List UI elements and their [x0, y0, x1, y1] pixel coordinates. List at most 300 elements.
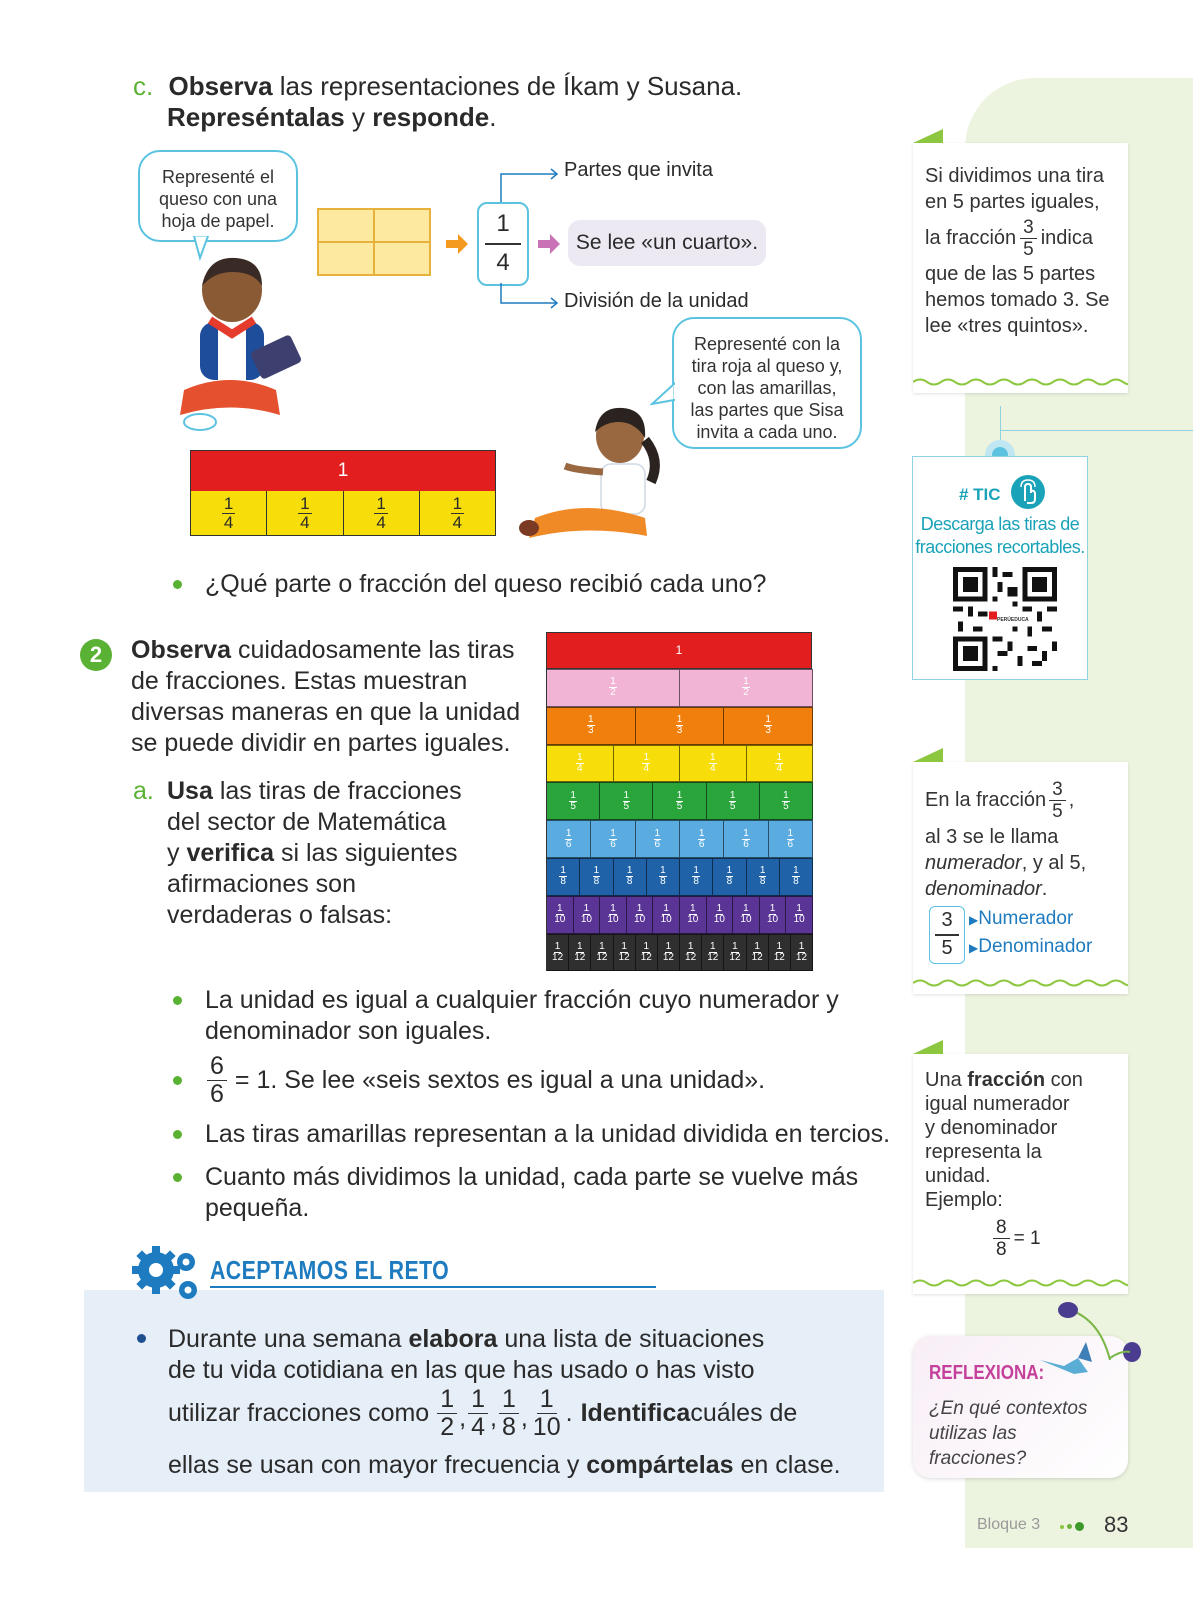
- fraction-wall-cell-denominator: 8: [626, 876, 633, 888]
- fraction-wall-cell: [724, 707, 813, 745]
- note3-line: y denominador: [925, 1117, 1058, 1139]
- denominador-label: [969, 936, 1092, 958]
- tic-title: # TIC: [959, 485, 1001, 504]
- reflexiona-question: ¿En qué contextos utilizas las fracciones?: [929, 1398, 1088, 1469]
- fraction-wall-cell-numerator: 1: [726, 865, 733, 877]
- fraction-wall-cell-numerator: 1: [743, 827, 749, 839]
- fraction-wall-cell-denominator: 12: [773, 951, 785, 963]
- fraction-wall-unit-label: 1: [675, 643, 683, 657]
- fraction-wall-cell: [600, 782, 653, 820]
- note-wave-border: [913, 1278, 1128, 1288]
- item-a-text: [167, 776, 527, 931]
- fraction-wall-cell: [591, 934, 613, 972]
- fraction-wall-cell-numerator: 1: [765, 714, 771, 726]
- fraction-wall-cell-denominator: 6: [654, 838, 661, 850]
- quarter-d: 4: [223, 513, 234, 532]
- note-tres-quintos: [913, 143, 1128, 393]
- quarter-d: 4: [452, 513, 463, 532]
- fraction-wall-cell-numerator: 1: [583, 903, 590, 915]
- fraction-wall-cell-denominator: 3: [588, 725, 594, 737]
- fraction-wall-cell: [574, 896, 601, 934]
- fraction-wall-cell: [569, 934, 591, 972]
- note-numerador-denominador: [913, 762, 1128, 994]
- note3-line: Ejemplo:: [925, 1189, 1003, 1211]
- fraction-wall-cell-denominator: 12: [707, 951, 719, 963]
- fraction-wall-cell-numerator: 1: [776, 940, 783, 952]
- fraction-wall-cell: [680, 858, 713, 896]
- fraction-wall-cell-denominator: 8: [693, 876, 699, 888]
- fraction-wall-cell: [614, 745, 681, 783]
- three-fifths-fraction: [1020, 218, 1037, 259]
- fraction-wall-cell-denominator: 5: [676, 800, 683, 812]
- activity2-line: se puede dividir en partes iguales.: [131, 729, 511, 757]
- bullet-dot: [137, 1334, 146, 1343]
- footer-dots-icon: [1060, 1522, 1084, 1531]
- reflexiona-title: REFLEXIONA:: [929, 1362, 1045, 1384]
- susana-girl-illustration: [515, 400, 670, 550]
- fraction-wall-cell-numerator: 1: [588, 714, 594, 726]
- fraction-wall-cell: [547, 782, 600, 820]
- fraction-wall-cell-denominator: 6: [698, 838, 705, 850]
- comma: ,: [1068, 789, 1075, 811]
- note3-text: [925, 1068, 1120, 1212]
- frac-n: 3: [1049, 780, 1066, 801]
- note2-line: [925, 876, 1120, 902]
- quarter-n: 1: [300, 494, 310, 513]
- bullet-dot: [173, 996, 182, 1005]
- fraction-wall-cell-denominator: 12: [685, 951, 697, 963]
- fraction-wall-cell-numerator: 1: [796, 903, 802, 915]
- fraction-wall-cell: [547, 820, 591, 858]
- fraccion-bold: fracción: [967, 1069, 1046, 1091]
- fraction-wall-cell-numerator: 1: [793, 865, 799, 877]
- fraction-wall-cell-numerator: 1: [769, 903, 776, 915]
- frac-d: 10: [532, 1413, 561, 1441]
- box-fraction-bar: [935, 934, 959, 936]
- fraction-wall-cell: [747, 934, 769, 972]
- fraction-wall-cell-numerator: 1: [743, 676, 749, 688]
- fraction-wall-cell-denominator: 12: [574, 951, 586, 963]
- note3-line: representa la: [925, 1141, 1042, 1163]
- fraction-wall-cell-denominator: 5: [783, 800, 789, 812]
- fraction-wall-cell: [791, 934, 813, 972]
- fraction-wall-cell: [627, 896, 654, 934]
- note1-line: [925, 215, 1120, 261]
- fraction-wall-cell: [724, 934, 746, 972]
- note2-line: [925, 776, 1120, 824]
- fraction-wall-cell-numerator: 1: [565, 827, 572, 839]
- fraction-wall-cell-numerator: 1: [676, 714, 683, 726]
- reto-line4-pre: ellas se usan con mayor frecuencia y: [168, 1451, 587, 1479]
- fraction-tenth: [530, 1387, 564, 1440]
- fraction-wall-cell-numerator: 1: [623, 789, 630, 801]
- note2-text: [925, 776, 1120, 902]
- fraction-parts-box: [929, 906, 965, 964]
- fraction-wall-cell-denominator: 10: [687, 914, 699, 926]
- item-a-line1: las tiras de fracciones: [212, 777, 462, 805]
- reto-line2: de tu vida cotidiana en las que has usado o has visto: [168, 1356, 755, 1384]
- section-c-line1: las representaciones de Íkam y Susana.: [272, 71, 743, 101]
- elabora-bold: elabora: [408, 1325, 498, 1353]
- speech-bubble-susana: [672, 317, 862, 449]
- reto-line4-rest: en clase.: [733, 1451, 841, 1479]
- dot: [1060, 1525, 1064, 1529]
- fraction-wall-cell: [614, 934, 636, 972]
- reto-line1-pre: Durante una semana: [168, 1325, 409, 1353]
- reto-title-underline: [210, 1286, 656, 1288]
- fraction-wall-cell: [658, 934, 680, 972]
- note2-line3-rest: , y al 5,: [1021, 852, 1087, 874]
- reading-pill: Se lee «un cuarto».: [568, 220, 766, 266]
- fraction-wall-cell-numerator: 1: [557, 903, 563, 915]
- fraction-wall-row: [546, 896, 813, 934]
- representalas-word: Represéntalas: [167, 102, 345, 132]
- note1-line: lee «tres quintos».: [925, 315, 1089, 337]
- frac-d: 6: [210, 1080, 224, 1108]
- fraction-wall-cell-denominator: 2: [610, 687, 616, 699]
- fraction-wall-cell-numerator: 1: [576, 751, 583, 763]
- item-a-line: [167, 776, 527, 807]
- fraction-wall-cell-numerator: 1: [687, 940, 694, 952]
- note2-line: [925, 850, 1120, 876]
- fraction-half: [437, 1387, 457, 1440]
- fraction-wall-cell-denominator: 3: [765, 725, 771, 737]
- numerador-italic: numerador: [925, 852, 1022, 874]
- fraction-wall-cell: [724, 820, 768, 858]
- statement-1: La unidad es igual a cualquier fracción cuyo numerador y denominador son iguales.: [205, 986, 839, 1045]
- fraction-wall-row: [546, 669, 813, 707]
- quarter-d: 4: [376, 513, 386, 532]
- fraction-wall-cell: [636, 934, 658, 972]
- statement-2-text: = 1. Se lee «seis sextos es igual a una unidad».: [234, 1066, 766, 1094]
- arrow-right-purple-icon: [538, 234, 562, 254]
- fraction-wall-cell: [653, 782, 706, 820]
- fraction-wall-cell-denominator: 3: [676, 725, 683, 737]
- fraction-wall-row: [546, 820, 813, 858]
- fraction-wall-cell-numerator: 1: [654, 827, 661, 839]
- verifica-bold: verifica: [186, 839, 275, 867]
- frac-n: 1: [468, 1387, 488, 1414]
- statement-4: Cuanto más dividimos la unidad, cada parte se vuelve más pequeña.: [205, 1163, 859, 1222]
- note3-line1-rest: con: [1045, 1069, 1083, 1091]
- tic-connector-horizontal: [1000, 430, 1193, 431]
- fraction-wall-cell-denominator: 4: [709, 762, 716, 774]
- fraction-wall-cell-denominator: 5: [729, 800, 736, 812]
- fraction-wall-cell-numerator: 1: [732, 940, 738, 952]
- fraction-wall-cell-denominator: 12: [751, 951, 763, 963]
- denominador-label-text: Denominador: [978, 936, 1093, 957]
- activity2-line1: cuidadosamente las tiras: [231, 636, 515, 664]
- qr-logo-text: PERÚEDUCA: [997, 617, 1029, 623]
- fraction-wall-cell: [680, 820, 724, 858]
- fraction-wall-cell-denominator: 8: [593, 876, 600, 888]
- fraction-wall-row: [546, 745, 813, 783]
- fraction-wall-cell-denominator: 10: [660, 914, 672, 926]
- item-a-line3: si las siguientes: [274, 839, 458, 867]
- fraction-wall-cell: [769, 820, 813, 858]
- fraction-wall-cell-numerator: 1: [570, 789, 576, 801]
- dot: [1075, 1522, 1084, 1531]
- quarter-d: 4: [300, 513, 310, 532]
- activity2-intro: [131, 635, 531, 759]
- note3-line: [925, 1068, 1120, 1092]
- fraction-wall-cell-denominator: 6: [610, 838, 616, 850]
- note2-line1-pre: En la fracción: [925, 789, 1047, 811]
- tic-connector: [1000, 406, 1001, 444]
- reto-line3-pre: utilizar fracciones como: [168, 1399, 430, 1427]
- item-a-line: verdaderas o falsas:: [167, 901, 393, 929]
- tic-text: Descarga las tiras de fracciones recortables.: [915, 514, 1085, 557]
- denominador-italic: denominador: [925, 878, 1042, 900]
- fraction-wall-cell: [680, 669, 813, 707]
- arrow-right-orange-icon: [446, 234, 470, 254]
- frac-n: 8: [993, 1218, 1010, 1239]
- frac-d: 5: [1052, 800, 1063, 822]
- connector-y: y: [344, 102, 373, 132]
- question-c: ¿Qué parte o fracción del queso recibió cada uno?: [205, 570, 767, 598]
- fraction-wall-cell-numerator: 1: [626, 865, 633, 877]
- fraction-wall-cell-denominator: 12: [596, 951, 608, 963]
- identifica-bold: Identifica: [580, 1399, 691, 1427]
- note-fraccion-unidad: [913, 1054, 1128, 1294]
- quarter-cell: [267, 491, 343, 535]
- fraction-wall-cell-numerator: 1: [693, 865, 699, 877]
- comma: ,: [459, 1404, 467, 1432]
- fraction-wall-unit: [546, 632, 812, 669]
- fraction-wall-cell: [547, 745, 614, 783]
- triangle-right-icon: ▶: [969, 941, 979, 955]
- fraction-quarter: [468, 1387, 488, 1440]
- fraction-wall-cell: [680, 896, 707, 934]
- note-fold: [913, 748, 943, 762]
- period: .: [1041, 878, 1048, 900]
- note1-line3-post: indica: [1040, 227, 1093, 249]
- reto-line3-rest: cuáles de: [690, 1399, 798, 1427]
- speech-bubble-susana-text: Representé con la tira roja al queso y, con las amarillas, las partes que Sisa invita a cada uno.: [690, 334, 844, 442]
- note3-line: unidad.: [925, 1165, 991, 1187]
- fraction-numerator: 1: [496, 210, 510, 237]
- fraction-wall-cell-denominator: 12: [729, 951, 741, 963]
- compartelas-bold: compártelas: [586, 1451, 734, 1479]
- section-c-subheading: [167, 101, 867, 133]
- six-sixths-fraction: [207, 1054, 227, 1107]
- fraction-wall-cell-numerator: 1: [743, 903, 749, 915]
- fraction-wall-cell-denominator: 12: [795, 951, 808, 963]
- ikam-boy-illustration: [170, 250, 310, 440]
- bullet-dot: [173, 580, 182, 589]
- fraction-wall-cell-denominator: 8: [660, 876, 666, 888]
- fraction-wall-cell: [760, 782, 813, 820]
- fraction-wall-cell: [780, 858, 813, 896]
- fraction-wall-cell-numerator: 1: [643, 751, 650, 763]
- fraction-wall-cell-numerator: 1: [599, 940, 605, 952]
- fraction-wall-cell: [747, 858, 780, 896]
- fraction-wall-cell-numerator: 1: [776, 751, 783, 763]
- three-fifths-fraction: [1049, 780, 1066, 821]
- fraction-wall-cell-denominator: 12: [662, 951, 674, 963]
- fraction-wall-cell-numerator: 1: [710, 940, 716, 952]
- fraction-wall-cell-denominator: 5: [570, 800, 576, 812]
- fraction-wall-cell: [614, 858, 647, 896]
- fraction-wall-cell-denominator: 10: [713, 914, 725, 926]
- item-a-line: [167, 838, 527, 869]
- reto-line4: [168, 1450, 868, 1481]
- fraction-wall-cell: [747, 745, 814, 783]
- footer-block-label: Bloque 3: [977, 1516, 1041, 1533]
- section-c-letter: c.: [133, 71, 154, 101]
- fraction-wall-cell: [707, 782, 760, 820]
- fraction-wall-cell-numerator: 1: [663, 903, 669, 915]
- note1-line: que de las 5 partes: [925, 263, 1096, 285]
- fraction-wall-cell-numerator: 1: [759, 865, 766, 877]
- observa-bold: Observa: [131, 636, 232, 664]
- quarter-strip-yellow: [190, 491, 496, 536]
- quarter-n: 1: [452, 494, 463, 513]
- frac-d: 8: [996, 1239, 1007, 1260]
- fraction-wall-cell: [713, 858, 746, 896]
- fraction-wall-cell-numerator: 1: [754, 940, 760, 952]
- fraction-wall-cell-denominator: 2: [743, 687, 749, 699]
- eight-eighths-fraction: [993, 1218, 1010, 1259]
- unit-strip-red: [190, 450, 496, 492]
- fraction-wall-cell-numerator: 1: [689, 903, 696, 915]
- note1-text: [925, 163, 1120, 339]
- fraction-wall-cell-denominator: 10: [766, 914, 779, 926]
- period: .: [489, 102, 497, 132]
- fraction-wall-cell-numerator: 1: [610, 676, 616, 688]
- numerador-label: [969, 908, 1073, 930]
- fraction-wall-cell-numerator: 1: [787, 827, 794, 839]
- eight-eighths-example: [991, 1218, 1041, 1259]
- fraction-wall-cell-numerator: 1: [716, 903, 723, 915]
- fraction-wall-cell-denominator: 10: [634, 914, 646, 926]
- note-fold: [913, 129, 943, 143]
- fraction-wall-cell-denominator: 4: [643, 762, 650, 774]
- fraction-wall-cell-denominator: 6: [743, 838, 749, 850]
- paper-sheet-quarters: [317, 208, 431, 276]
- numerador-label-text: Numerador: [978, 908, 1074, 929]
- note-fold: [913, 1040, 943, 1054]
- frac-d: 4: [471, 1413, 485, 1441]
- dot: [1067, 1524, 1072, 1529]
- fraction-wall-cell-numerator: 1: [593, 865, 600, 877]
- fraction-wall-cell-denominator: 10: [793, 914, 805, 926]
- frac-n: 3: [1020, 218, 1037, 239]
- equals-one: = 1: [1013, 1227, 1041, 1249]
- fraction-wall-cell-denominator: 4: [776, 762, 783, 774]
- fraction-wall-cell-denominator: 8: [793, 876, 799, 888]
- reto-line1: [168, 1324, 868, 1355]
- fraction-wall-cell-numerator: 1: [729, 789, 736, 801]
- unit-strip-label: 1: [337, 460, 349, 481]
- fraction-wall-cell: [600, 896, 627, 934]
- activity2-line: [131, 635, 531, 666]
- fraction-wall-cell: [680, 745, 747, 783]
- qr-code[interactable]: [953, 567, 1057, 671]
- fraction-wall-cell: [636, 820, 680, 858]
- fraction-wall-cell: [733, 896, 760, 934]
- fraction-wall-row: [546, 782, 813, 820]
- item-a-line: afirmaciones son: [167, 870, 356, 898]
- fraction-wall-cell: [547, 858, 580, 896]
- fraction-wall-cell-denominator: 10: [607, 914, 619, 926]
- fraction-wall-cell-numerator: 1: [676, 789, 683, 801]
- fraction-wall-cell-numerator: 1: [798, 940, 805, 952]
- fraction-wall-cell-denominator: 5: [623, 800, 630, 812]
- fraction-wall-cell: [786, 896, 813, 934]
- note3-line: igual numerador: [925, 1093, 1070, 1115]
- frac-d: 2: [440, 1413, 455, 1441]
- fraction-wall-cell-numerator: 1: [643, 940, 650, 952]
- item-a-letter: a.: [133, 777, 154, 805]
- note3-line1-pre: Una: [925, 1069, 968, 1091]
- fraction-denominator: 4: [496, 249, 510, 276]
- frac-n: 1: [437, 1387, 457, 1414]
- speech-bubble-ikam-text: Representé el queso con una hoja de papel.: [158, 167, 278, 231]
- fraction-wall-cell-denominator: 12: [552, 951, 564, 963]
- label-division-de-la-unidad: División de la unidad: [564, 290, 749, 312]
- section-c-heading: [133, 70, 833, 102]
- fraction-wall-cell-denominator: 10: [740, 914, 752, 926]
- fraction-wall-cell: [547, 707, 636, 745]
- fraction-wall-cell-denominator: 8: [726, 876, 733, 888]
- fraction-wall-cell: [702, 934, 724, 972]
- fraction-wall-cell-numerator: 1: [610, 903, 616, 915]
- quarter-n: 1: [376, 494, 386, 513]
- fraction-wall-cell-numerator: 1: [576, 940, 583, 952]
- fraction-wall-cell-denominator: 6: [565, 838, 572, 850]
- responde-word: responde: [372, 102, 490, 132]
- activity-number-badge: 2: [80, 639, 112, 671]
- note1-line3-pre: la fracción: [925, 227, 1017, 249]
- comma: ,: [520, 1404, 528, 1432]
- fraction-wall-row: [546, 858, 813, 896]
- period: .: [565, 1399, 573, 1427]
- fraction-wall-cell-denominator: 10: [580, 914, 592, 926]
- fraction-wall-cell-numerator: 1: [665, 940, 672, 952]
- frac-d: 5: [1023, 238, 1034, 260]
- fraction-wall-cell: [636, 707, 725, 745]
- y-word: y: [167, 839, 187, 867]
- fraction-wall-cell-numerator: 1: [610, 827, 616, 839]
- fraction-wall-cell: [647, 858, 680, 896]
- fraction-wall-cell-denominator: 4: [576, 762, 583, 774]
- box-numerator: 3: [941, 909, 953, 931]
- fraction-eighth: [499, 1387, 519, 1440]
- note-wave-border: [913, 978, 1128, 988]
- fraction-wall-cell-numerator: 1: [560, 865, 566, 877]
- fraction-wall-cell-denominator: 8: [759, 876, 766, 888]
- fraction-wall-cell: [760, 896, 787, 934]
- note1-line: en 5 partes iguales,: [925, 191, 1100, 213]
- fraction-wall-cell-denominator: 6: [787, 838, 794, 850]
- fraction-wall-cell-denominator: 8: [560, 876, 566, 888]
- fraction-wall-cell: [547, 934, 569, 972]
- frac-n: 1: [537, 1387, 557, 1414]
- statement-2: [205, 1054, 875, 1107]
- fraction-wall-row: [546, 707, 813, 745]
- note1-line: Si dividimos una tira: [925, 165, 1104, 187]
- paper-divider-horizontal: [319, 241, 429, 243]
- statement-3: Las tiras amarillas representan a la unidad dividida en tercios.: [205, 1120, 891, 1148]
- bullet-dot: [173, 1130, 182, 1139]
- fraction-wall-cell: [653, 896, 680, 934]
- fraction-wall-row: [546, 934, 813, 972]
- triangle-right-icon: ▶: [969, 913, 979, 927]
- bullet-dot: [173, 1076, 182, 1085]
- fraction-wall-cell: [591, 820, 635, 858]
- touch-icon: [1011, 475, 1045, 509]
